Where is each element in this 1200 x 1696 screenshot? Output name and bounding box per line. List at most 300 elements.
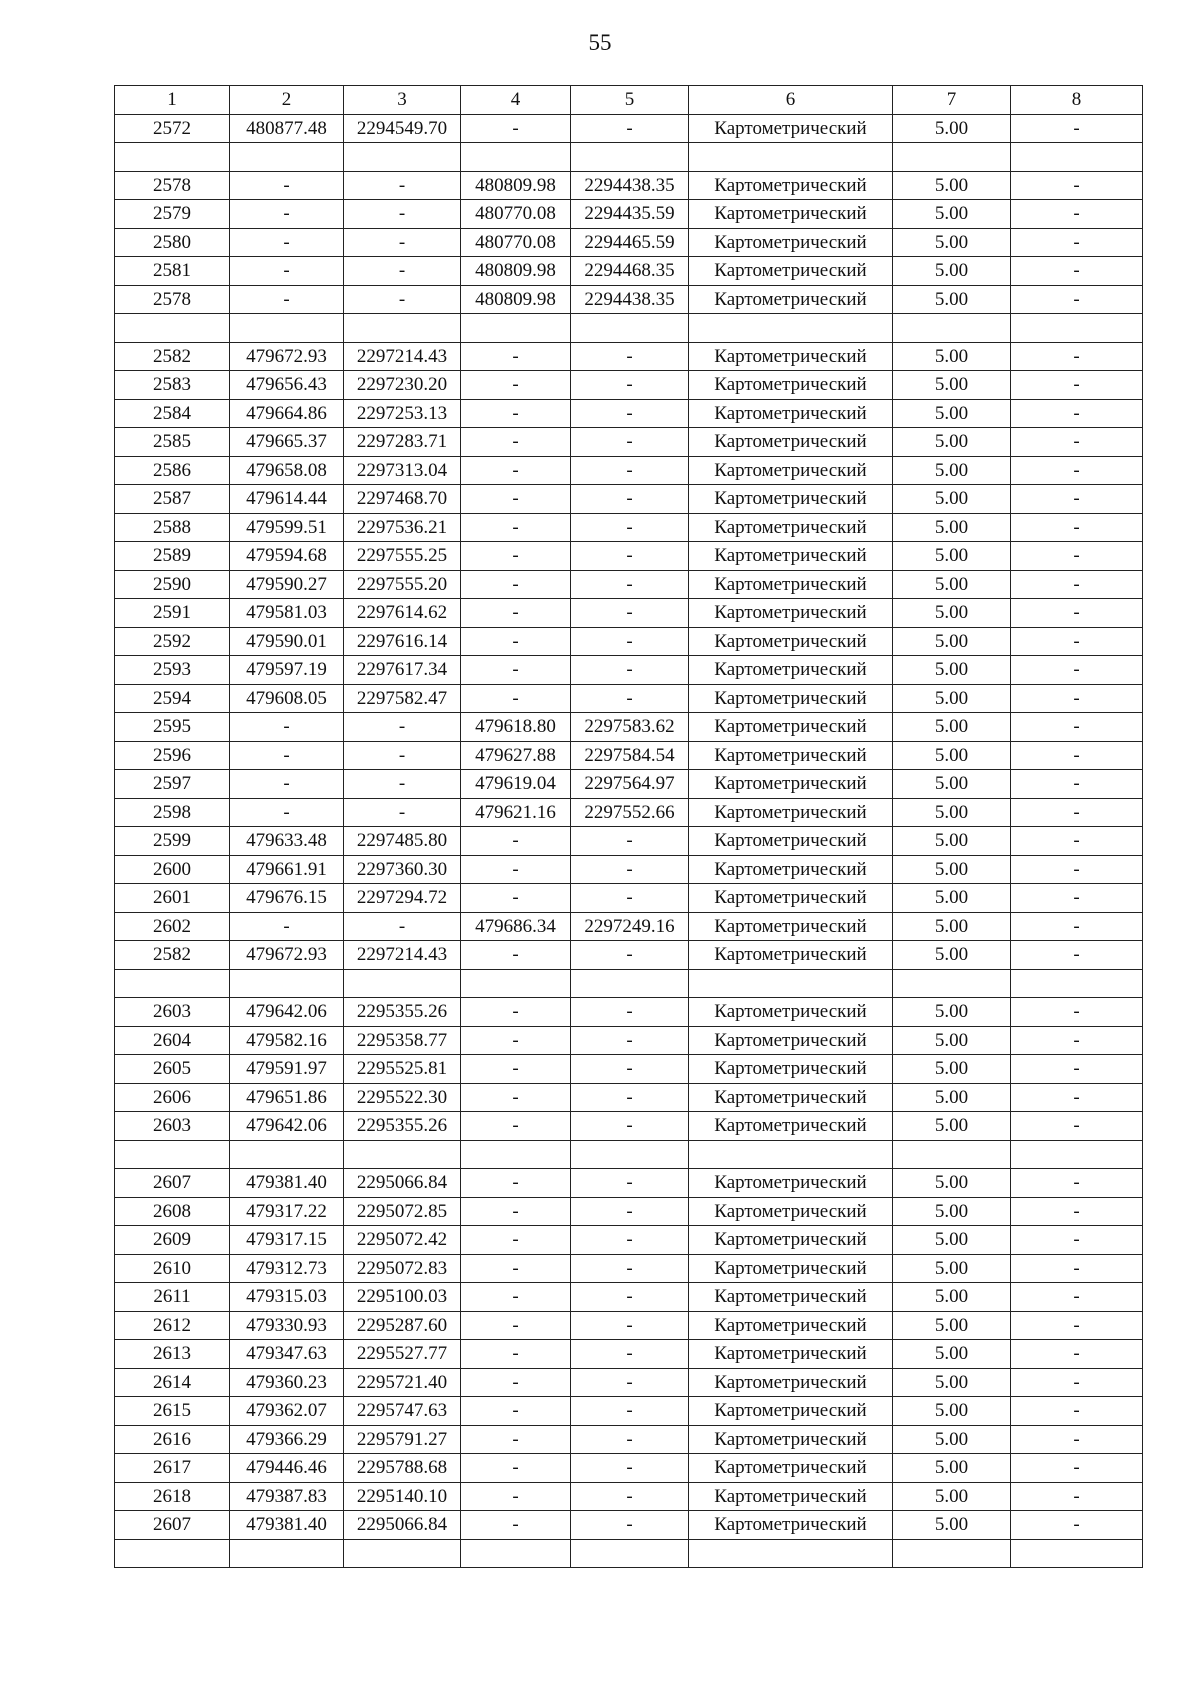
table-cell: Картометрический [689, 1026, 893, 1055]
table-cell: 2602 [115, 912, 230, 941]
table-cell: 2294435.59 [571, 200, 689, 229]
table-cell: 2615 [115, 1397, 230, 1426]
table-cell: 2295287.60 [344, 1311, 461, 1340]
table-cell: 5.00 [893, 1454, 1011, 1483]
page-number: 55 [588, 30, 612, 55]
table-cell: - [230, 285, 344, 314]
table-cell: - [1011, 342, 1143, 371]
table-cell: - [344, 741, 461, 770]
table-cell: Картометрический [689, 798, 893, 827]
header-cell: 8 [1011, 86, 1143, 115]
table-cell: - [344, 285, 461, 314]
table-cell [571, 314, 689, 343]
table-cell [689, 143, 893, 172]
table-cell: 479656.43 [230, 371, 344, 400]
table-cell: 2586 [115, 456, 230, 485]
table-cell: - [571, 627, 689, 656]
table-cell: 2599 [115, 827, 230, 856]
table-cell: - [1011, 1169, 1143, 1198]
table-cell: - [571, 1283, 689, 1312]
table-cell: 5.00 [893, 798, 1011, 827]
table-cell [571, 969, 689, 998]
table-cell: 479317.15 [230, 1226, 344, 1255]
table-row [115, 741, 1143, 770]
table-row [115, 456, 1143, 485]
table-cell: - [461, 428, 571, 457]
table-cell: 2572 [115, 114, 230, 143]
table-cell: 2609 [115, 1226, 230, 1255]
table-cell: 5.00 [893, 428, 1011, 457]
table-cell [689, 1539, 893, 1568]
table-cell: 2579 [115, 200, 230, 229]
table-cell: 5.00 [893, 998, 1011, 1027]
table-cell [230, 143, 344, 172]
table-cell: - [230, 741, 344, 770]
table-cell: Картометрический [689, 599, 893, 628]
table-cell: - [1011, 1226, 1143, 1255]
table-cell: 2297584.54 [571, 741, 689, 770]
table-cell: 2611 [115, 1283, 230, 1312]
table-cell: 479315.03 [230, 1283, 344, 1312]
table-cell: - [344, 770, 461, 799]
table-cell: - [1011, 1055, 1143, 1084]
table-cell: - [1011, 656, 1143, 685]
table-cell: 5.00 [893, 1112, 1011, 1141]
table-cell: 5.00 [893, 770, 1011, 799]
table-cell: - [461, 1055, 571, 1084]
table-cell: 2295525.81 [344, 1055, 461, 1084]
table-cell: Картометрический [689, 1311, 893, 1340]
table-cell: 2616 [115, 1425, 230, 1454]
table-row [115, 1368, 1143, 1397]
table-cell: - [1011, 114, 1143, 143]
table-cell [230, 1140, 344, 1169]
table-cell: Картометрический [689, 1083, 893, 1112]
table-cell: 2295791.27 [344, 1425, 461, 1454]
table-cell: 479599.51 [230, 513, 344, 542]
table-cell: 479387.83 [230, 1482, 344, 1511]
table-cell: - [571, 998, 689, 1027]
table-cell: 2618 [115, 1482, 230, 1511]
table-cell [115, 1539, 230, 1568]
table-cell: - [571, 656, 689, 685]
table-cell: - [1011, 1254, 1143, 1283]
table-row [115, 1340, 1143, 1369]
table-cell: Картометрический [689, 1340, 893, 1369]
table-cell: 2594 [115, 684, 230, 713]
table-cell: - [1011, 741, 1143, 770]
table-cell: 2593 [115, 656, 230, 685]
table-cell: Картометрический [689, 656, 893, 685]
table-cell: 479360.23 [230, 1368, 344, 1397]
table-cell: 2294549.70 [344, 114, 461, 143]
table-cell: Картометрический [689, 171, 893, 200]
table-cell: - [344, 200, 461, 229]
table-cell: - [461, 855, 571, 884]
table-cell [571, 1539, 689, 1568]
table-cell: - [571, 1226, 689, 1255]
table-cell: 2603 [115, 998, 230, 1027]
table-cell: - [571, 1454, 689, 1483]
table-cell: - [230, 200, 344, 229]
table-cell: 5.00 [893, 114, 1011, 143]
table-cell: 5.00 [893, 1425, 1011, 1454]
table-cell: 5.00 [893, 285, 1011, 314]
table-cell [893, 969, 1011, 998]
table-cell: - [461, 1254, 571, 1283]
table-cell: 5.00 [893, 1055, 1011, 1084]
table-cell: 5.00 [893, 1397, 1011, 1426]
table-cell: - [1011, 1026, 1143, 1055]
table-cell: - [230, 228, 344, 257]
table-cell: - [230, 912, 344, 941]
table-cell: - [344, 713, 461, 742]
table-cell: - [1011, 570, 1143, 599]
table-cell: - [461, 599, 571, 628]
table-cell: - [1011, 1283, 1143, 1312]
table-cell: - [1011, 912, 1143, 941]
table-cell: 2294468.35 [571, 257, 689, 286]
table-cell: Картометрический [689, 200, 893, 229]
table-cell: - [571, 684, 689, 713]
header-cell: 5 [571, 86, 689, 115]
table-row [115, 143, 1143, 172]
table-cell: - [344, 257, 461, 286]
table-cell: 479665.37 [230, 428, 344, 457]
table-cell [115, 143, 230, 172]
table-cell: - [461, 542, 571, 571]
table-cell [893, 314, 1011, 343]
table-cell: 5.00 [893, 1311, 1011, 1340]
table-row [115, 1169, 1143, 1198]
table-cell: 2578 [115, 285, 230, 314]
table-cell [230, 1539, 344, 1568]
table-row [115, 342, 1143, 371]
table-cell: Картометрический [689, 1112, 893, 1141]
table-row [115, 428, 1143, 457]
table-cell: 479362.07 [230, 1397, 344, 1426]
table-cell: 479664.86 [230, 399, 344, 428]
table-cell: 2295066.84 [344, 1511, 461, 1540]
table-row [115, 1454, 1143, 1483]
table-row [115, 1083, 1143, 1112]
table-cell: 2606 [115, 1083, 230, 1112]
table-cell: Картометрический [689, 1169, 893, 1198]
table-cell: 479658.08 [230, 456, 344, 485]
table-cell: 2295358.77 [344, 1026, 461, 1055]
table-cell: 5.00 [893, 713, 1011, 742]
table-cell: - [571, 1169, 689, 1198]
table-cell: 2297564.97 [571, 770, 689, 799]
table-cell: 479590.01 [230, 627, 344, 656]
table-cell: 5.00 [893, 1169, 1011, 1198]
table-cell: 479347.63 [230, 1340, 344, 1369]
table-cell: 5.00 [893, 456, 1011, 485]
table-cell: - [461, 1197, 571, 1226]
table-cell: Картометрический [689, 1482, 893, 1511]
table-cell: - [461, 1311, 571, 1340]
table-cell: - [461, 456, 571, 485]
table-cell: 5.00 [893, 599, 1011, 628]
table-cell: 2295072.85 [344, 1197, 461, 1226]
table-cell [689, 1140, 893, 1169]
table-row [115, 798, 1143, 827]
table-cell: 479672.93 [230, 941, 344, 970]
table-row [115, 599, 1143, 628]
table-cell: 2595 [115, 713, 230, 742]
table-cell [689, 969, 893, 998]
table-cell: Картометрический [689, 428, 893, 457]
table-cell: - [571, 855, 689, 884]
table-cell: 479619.04 [461, 770, 571, 799]
table-cell: Картометрический [689, 1397, 893, 1426]
table-cell: 2297214.43 [344, 941, 461, 970]
table-row [115, 684, 1143, 713]
table-cell: - [571, 428, 689, 457]
table-cell: - [344, 798, 461, 827]
table-cell: - [461, 1511, 571, 1540]
table-cell: 5.00 [893, 570, 1011, 599]
table-cell: 5.00 [893, 1368, 1011, 1397]
table-cell: 2612 [115, 1311, 230, 1340]
table-row [115, 228, 1143, 257]
table-cell: - [461, 627, 571, 656]
table-cell: 480809.98 [461, 257, 571, 286]
table-cell: 479651.86 [230, 1083, 344, 1112]
table-cell: 5.00 [893, 1254, 1011, 1283]
table-cell: - [461, 342, 571, 371]
table-cell: Картометрический [689, 912, 893, 941]
table-cell: - [461, 399, 571, 428]
table-cell: 2590 [115, 570, 230, 599]
table-cell: 2295100.03 [344, 1283, 461, 1312]
table-cell: 2295721.40 [344, 1368, 461, 1397]
table-cell: - [571, 1026, 689, 1055]
table-row [115, 1397, 1143, 1426]
table-cell: 2294465.59 [571, 228, 689, 257]
table-cell: Картометрический [689, 1511, 893, 1540]
table-cell: - [1011, 1368, 1143, 1397]
table-cell: - [1011, 257, 1143, 286]
table-row [115, 257, 1143, 286]
table-cell: - [571, 1368, 689, 1397]
table-cell: - [461, 1026, 571, 1055]
header-row [115, 86, 1143, 115]
table-cell: 5.00 [893, 912, 1011, 941]
table-cell: 2295072.42 [344, 1226, 461, 1255]
table-cell: Картометрический [689, 285, 893, 314]
table-cell: 479591.97 [230, 1055, 344, 1084]
table-cell: Картометрический [689, 941, 893, 970]
table-row [115, 171, 1143, 200]
table-cell: 5.00 [893, 200, 1011, 229]
table-row [115, 627, 1143, 656]
table-cell: 2592 [115, 627, 230, 656]
table-cell: - [1011, 285, 1143, 314]
table-cell: 5.00 [893, 1511, 1011, 1540]
table-row [115, 1055, 1143, 1084]
table-row [115, 855, 1143, 884]
table-cell: 5.00 [893, 941, 1011, 970]
table-cell [1011, 969, 1143, 998]
table-cell: - [1011, 1083, 1143, 1112]
table-cell: Картометрический [689, 1055, 893, 1084]
table-cell: - [1011, 998, 1143, 1027]
table-cell: 2297468.70 [344, 485, 461, 514]
table-cell: Картометрический [689, 513, 893, 542]
table-cell [461, 1140, 571, 1169]
table-cell: 2295527.77 [344, 1340, 461, 1369]
table-cell: 5.00 [893, 342, 1011, 371]
table-row [115, 1112, 1143, 1141]
table-cell: 5.00 [893, 1083, 1011, 1112]
table-row [115, 513, 1143, 542]
table-cell: Картометрический [689, 1254, 893, 1283]
table-cell: - [571, 1397, 689, 1426]
table-cell: 2295747.63 [344, 1397, 461, 1426]
table-cell: Картометрический [689, 371, 893, 400]
table-cell: - [1011, 684, 1143, 713]
table-cell: 2297230.20 [344, 371, 461, 400]
table-cell: 2589 [115, 542, 230, 571]
header-cell: 7 [893, 86, 1011, 115]
table-row [115, 371, 1143, 400]
table-cell: - [571, 941, 689, 970]
table-cell: 2295355.26 [344, 998, 461, 1027]
table-cell: - [1011, 485, 1143, 514]
table-cell: 479446.46 [230, 1454, 344, 1483]
table-cell: 2581 [115, 257, 230, 286]
table-cell: 2295355.26 [344, 1112, 461, 1141]
table-row [115, 656, 1143, 685]
table-cell: 2294438.35 [571, 171, 689, 200]
table-cell: 5.00 [893, 257, 1011, 286]
table-cell [344, 1539, 461, 1568]
table-cell: - [571, 1112, 689, 1141]
table-cell: 479366.29 [230, 1425, 344, 1454]
table-cell: Картометрический [689, 342, 893, 371]
table-cell [571, 143, 689, 172]
table-row [115, 570, 1143, 599]
table-cell: - [571, 1340, 689, 1369]
table-cell: - [571, 1254, 689, 1283]
table-row [115, 1539, 1143, 1568]
table-cell: 2588 [115, 513, 230, 542]
table-cell: - [1011, 513, 1143, 542]
table-cell [893, 1539, 1011, 1568]
table-cell: 2580 [115, 228, 230, 257]
table-cell: 2617 [115, 1454, 230, 1483]
table-cell: 480770.08 [461, 200, 571, 229]
table-cell: - [571, 599, 689, 628]
table-cell: - [571, 1083, 689, 1112]
table-cell: 2578 [115, 171, 230, 200]
table-row [115, 770, 1143, 799]
table-cell: - [1011, 371, 1143, 400]
table-cell: 2295788.68 [344, 1454, 461, 1483]
table-cell: - [230, 770, 344, 799]
table-cell [1011, 1539, 1143, 1568]
table-cell: Картометрический [689, 713, 893, 742]
table-cell: 5.00 [893, 627, 1011, 656]
table-cell: 2297283.71 [344, 428, 461, 457]
table-cell: - [344, 912, 461, 941]
table-cell: 5.00 [893, 228, 1011, 257]
table-cell: 2600 [115, 855, 230, 884]
table-cell: 2591 [115, 599, 230, 628]
table-cell: 5.00 [893, 171, 1011, 200]
table-cell: - [230, 713, 344, 742]
table-cell: 2614 [115, 1368, 230, 1397]
table-cell: - [571, 884, 689, 913]
table-cell: 2297555.25 [344, 542, 461, 571]
table-row [115, 1254, 1143, 1283]
table-cell: - [461, 1482, 571, 1511]
table-cell: 479627.88 [461, 741, 571, 770]
table-cell: - [571, 1511, 689, 1540]
table-cell: 479614.44 [230, 485, 344, 514]
table-cell: Картометрический [689, 627, 893, 656]
table-cell: 2297616.14 [344, 627, 461, 656]
table-cell: - [461, 1425, 571, 1454]
table-row [115, 1283, 1143, 1312]
table-row [115, 998, 1143, 1027]
table-cell: 2297294.72 [344, 884, 461, 913]
table-cell: 2297536.21 [344, 513, 461, 542]
table-cell: 479642.06 [230, 1112, 344, 1141]
table-cell: 2608 [115, 1197, 230, 1226]
table-cell: - [461, 884, 571, 913]
table-row [115, 912, 1143, 941]
table-cell: - [1011, 1482, 1143, 1511]
table-cell: 2603 [115, 1112, 230, 1141]
table-cell: - [1011, 599, 1143, 628]
table-row [115, 1140, 1143, 1169]
table-cell: Картометрический [689, 1283, 893, 1312]
table-row [115, 1026, 1143, 1055]
table-cell: - [230, 171, 344, 200]
table-cell [344, 969, 461, 998]
table-cell: - [1011, 542, 1143, 571]
table-cell [230, 969, 344, 998]
table-cell: - [571, 1197, 689, 1226]
table-cell: 2582 [115, 342, 230, 371]
table-body [115, 86, 1143, 1568]
table-row [115, 114, 1143, 143]
table-cell: - [1011, 1311, 1143, 1340]
table-cell: - [1011, 200, 1143, 229]
table-cell: - [1011, 1112, 1143, 1141]
table-row [115, 200, 1143, 229]
header-cell: 3 [344, 86, 461, 115]
table-cell: - [571, 342, 689, 371]
table-cell: Картометрический [689, 998, 893, 1027]
table-cell: 480809.98 [461, 171, 571, 200]
table-row [115, 1511, 1143, 1540]
table-row [115, 827, 1143, 856]
header-cell: 2 [230, 86, 344, 115]
table-cell: 2610 [115, 1254, 230, 1283]
table-row [115, 713, 1143, 742]
table-cell: 479317.22 [230, 1197, 344, 1226]
table-cell: - [1011, 1197, 1143, 1226]
table-cell: - [230, 798, 344, 827]
table-cell: 479597.19 [230, 656, 344, 685]
table-cell: 479381.40 [230, 1511, 344, 1540]
table-cell: - [571, 485, 689, 514]
table-cell [571, 1140, 689, 1169]
table-row [115, 485, 1143, 514]
